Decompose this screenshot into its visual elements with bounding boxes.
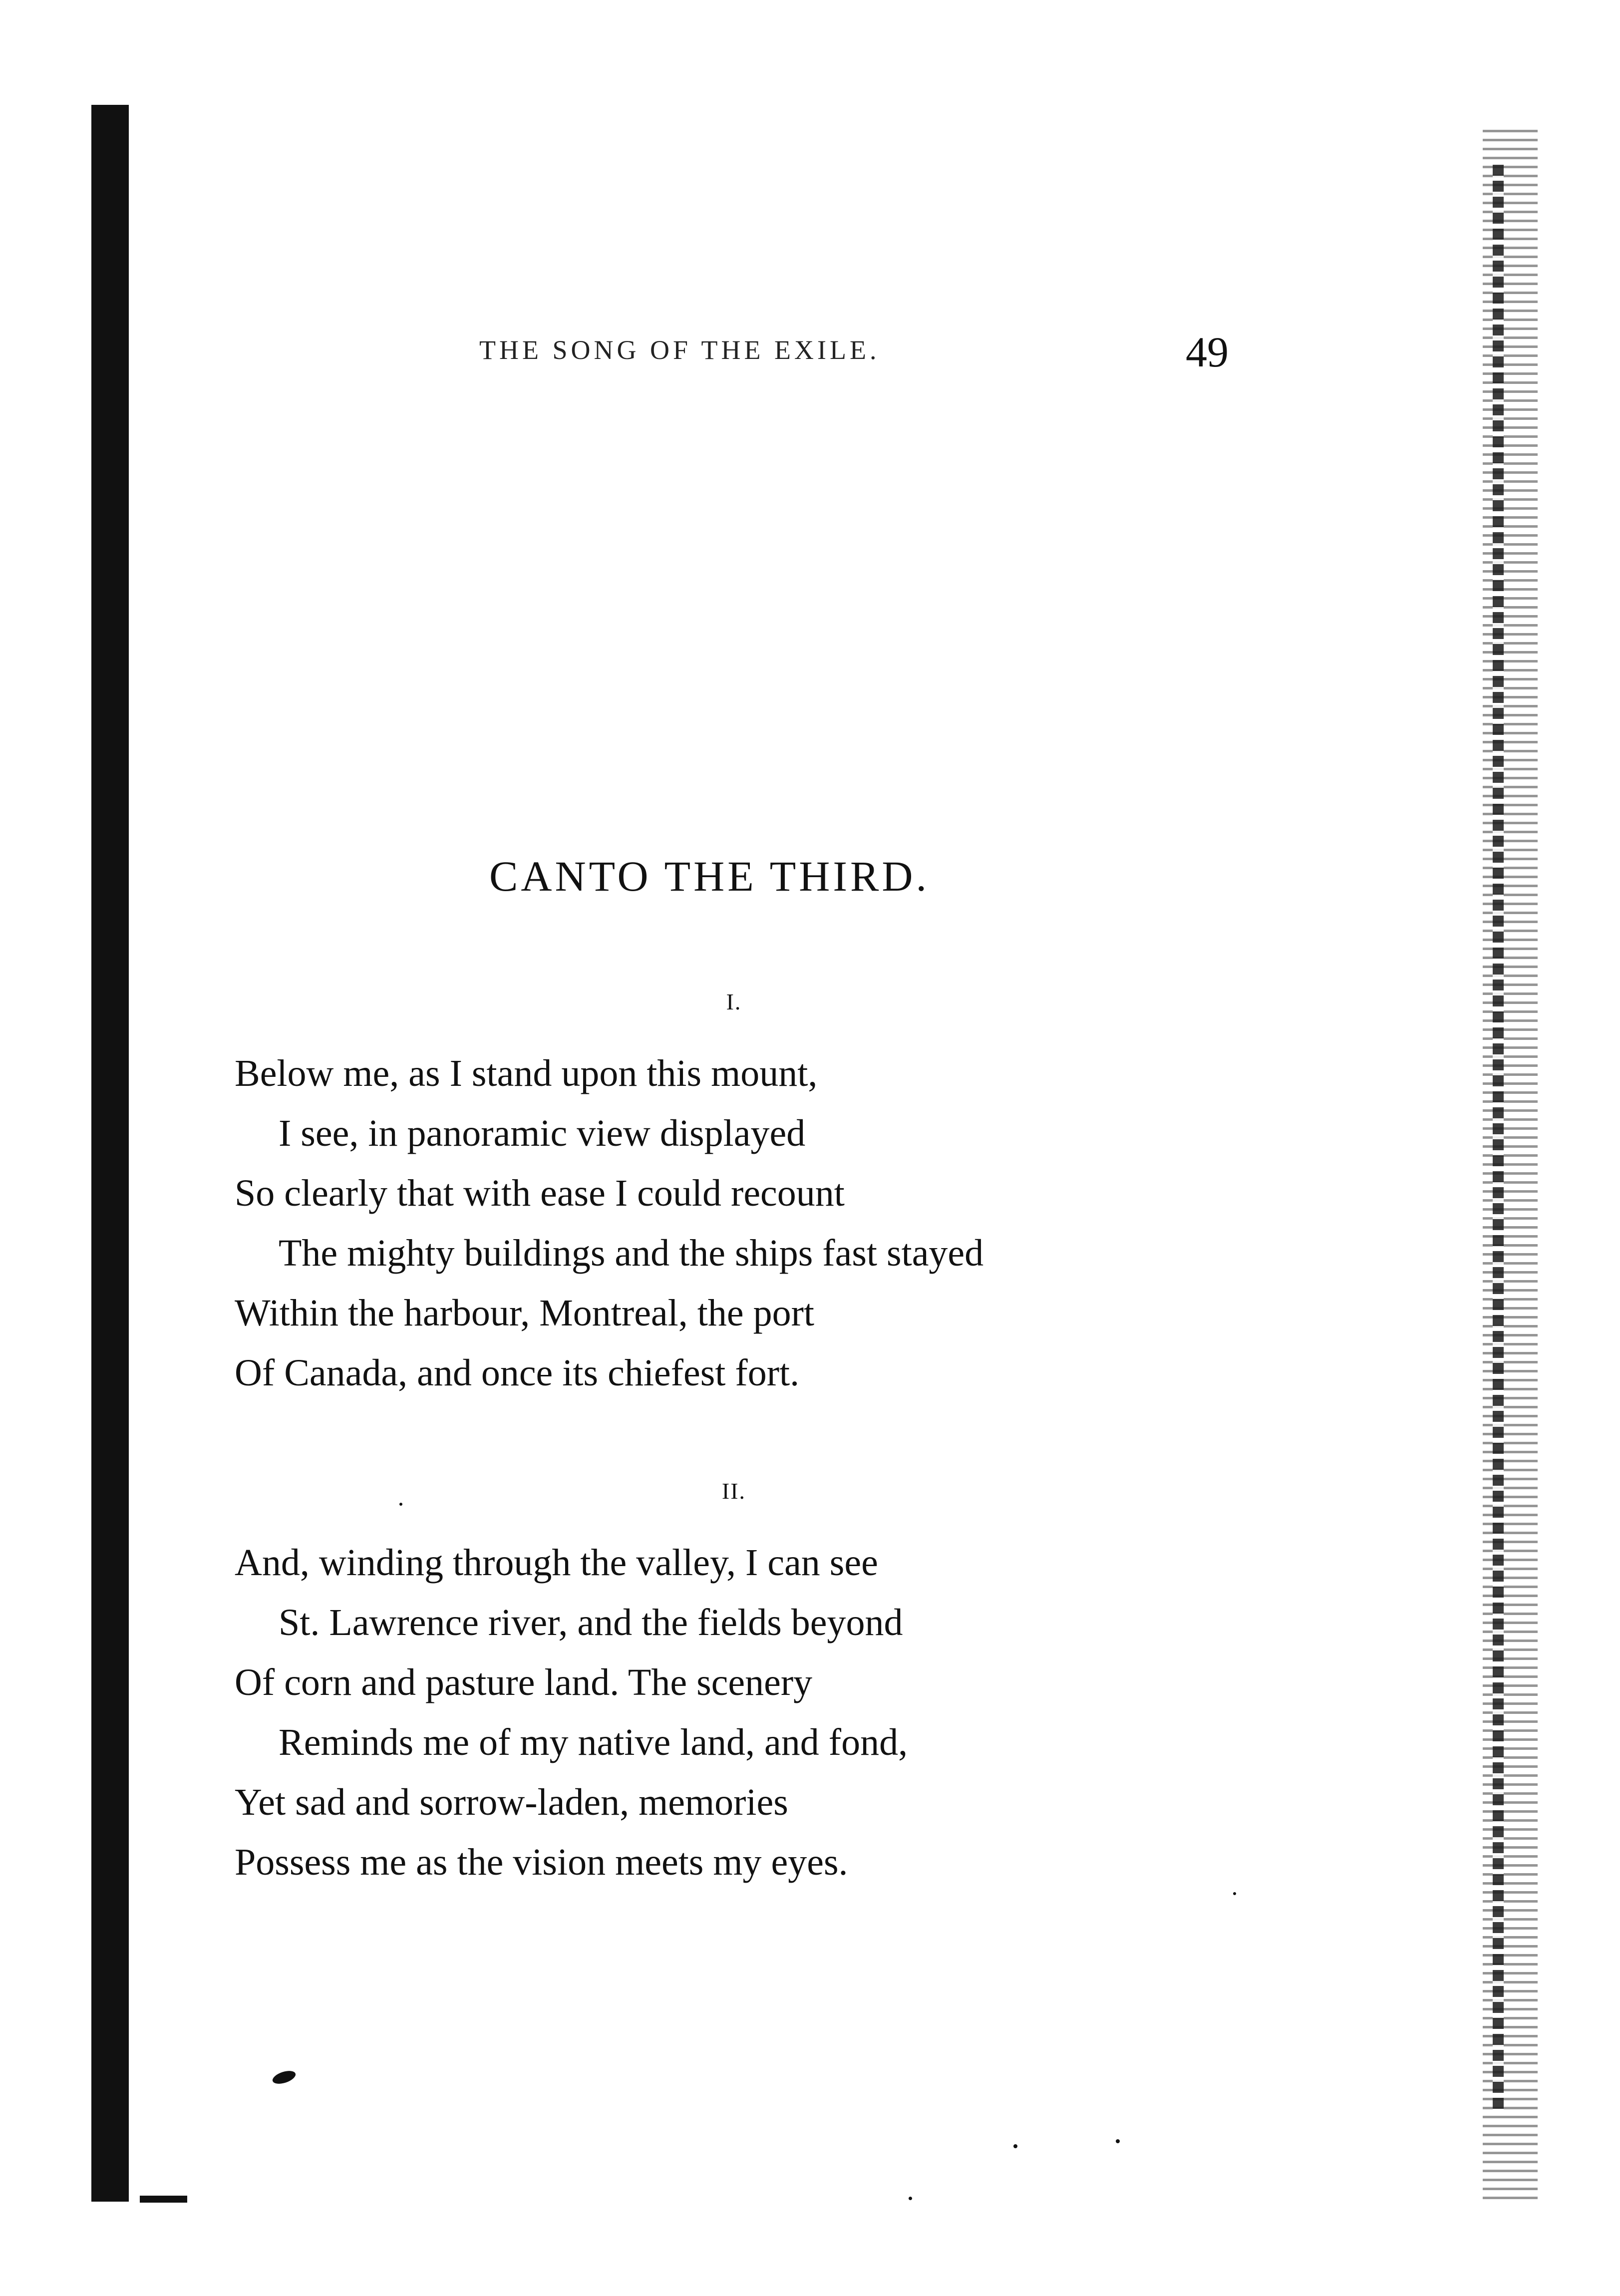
stanza-lines [235, 1533, 1283, 1892]
verse-line: Possess me as the vision meets my eyes. [235, 1841, 848, 1883]
stanza-number: II. [721, 1478, 746, 1504]
verse-line: Yet sad and sorrow-laden, memories [235, 1781, 788, 1823]
scanned-page-edge-right [1483, 130, 1538, 2202]
verse-line: Below me, as I stand upon this mount, [235, 1052, 818, 1094]
scanned-page-edge-core [1493, 165, 1504, 2112]
verse-line: And, winding through the valley, I can see [235, 1542, 878, 1584]
verse-line: Of corn and pasture land. The scenery [235, 1661, 813, 1703]
running-title: THE SONG OF THE EXILE. [479, 335, 880, 365]
running-head [449, 320, 1273, 389]
verse-line: I see, in panoramic view displayed [279, 1112, 806, 1154]
verse-line: So clearly that with ease I could recount [235, 1172, 845, 1214]
ink-speck [271, 2068, 297, 2086]
ink-speck [399, 1503, 402, 1506]
ink-speck [1013, 2144, 1017, 2148]
verse-line: The mighty buildings and the ships fast stayed [279, 1232, 984, 1274]
verse-line: Of Canada, and once its chiefest fort. [235, 1352, 800, 1394]
page-number: 49 [1186, 328, 1229, 376]
ink-speck [1233, 1892, 1236, 1895]
ink-speck [909, 2197, 912, 2200]
stanza-number: I. [726, 989, 742, 1014]
canto-heading: CANTO THE THIRD. [489, 852, 930, 900]
verse-line: Within the harbour, Montreal, the port [235, 1292, 815, 1334]
binding-shadow-left [91, 105, 129, 2202]
verse-line: Reminds me of my native land, and fond, [279, 1721, 908, 1763]
binding-shadow-foot [140, 2196, 187, 2203]
verse-line: St. Lawrence river, and the fields beyond [279, 1602, 903, 1643]
ink-speck [1116, 2139, 1120, 2143]
stanza-lines [235, 1043, 1283, 1403]
